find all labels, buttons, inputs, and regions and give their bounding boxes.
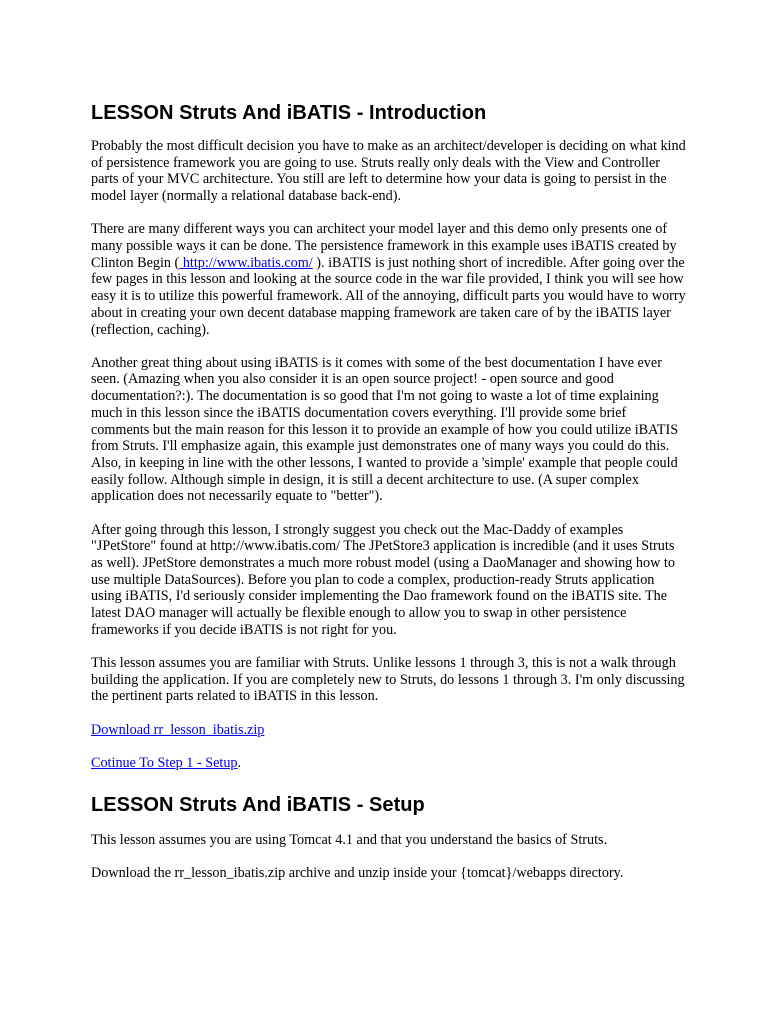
intro-paragraph-2 bbox=[91, 221, 687, 338]
intro-paragraph-2-text-before: There are many different ways you can architect your model layer and this demo only presents one of many possible ways it can be done. The persistence framework in this example uses iBATIS created by Clinton Begin ( bbox=[91, 221, 677, 271]
continue-paragraph bbox=[91, 755, 687, 772]
intro-paragraph-4: After going through this lesson, I strongly suggest you check out the Mac-Daddy of examples "JPetStore" found at http://www.ibatis.com/ The JPetStore3 application is incredible (and it uses Struts as well). JPetStore demonstrates a much more robust model (using a DaoManager and showing how to use multiple DataSources). Before you plan to code a complex, production-ready Struts application using iBATIS, I'd seriously consider implementing the Dao framework found on the iBATIS site. The latest DAO manager will actually be flexible enough to allow you to swap in other persistence frameworks if you decide iBATIS is not right for you. bbox=[91, 521, 675, 638]
continue-period: . bbox=[237, 754, 242, 771]
setup-heading: LESSON Struts And iBATIS - Setup bbox=[91, 793, 425, 816]
setup-paragraph-1: This lesson assumes you are using Tomcat 4.1 and that you understand the basics of Struts. bbox=[91, 831, 608, 848]
continue-to-setup-link[interactable]: Cotinue To Step 1 - Setup bbox=[91, 754, 238, 771]
intro-paragraph-1: Probably the most difficult decision you have to make as an architect/developer is deciding on what kind of persistence framework you are going to use. Struts really only deals with the View and Controller parts of your MVC architecture. You still are left to determine how your data is going to persist in the model layer (normally a relational database back-end). bbox=[91, 138, 686, 205]
intro-paragraph-2-text-after: ). iBATIS is just nothing short of incredible. After going over the few pages in this lesson and looking at the source code in the war file provided, I think you will see how easy it is to utilize this powerful framework. All of the annoying, difficult parts you would have to worry about in creating your own decent database mapping framework are taken care of by the iBATIS layer (reflection, caching). bbox=[91, 254, 686, 338]
download-zip-link[interactable]: Download rr_lesson_ibatis.zip bbox=[91, 721, 265, 738]
download-paragraph bbox=[91, 722, 687, 739]
intro-paragraph-3: Another great thing about using iBATIS is it comes with some of the best documentation I have ever seen. (Amazing when you also consider it is an open source project! - open source and good documentation?:). The documentation is so good that I'm not going to waste a lot of time explaining much in this lesson since the iBATIS documentation covers everything. I'll provide some brief comments but the main reason for this lesson it to provide an example of how you could utilize iBATIS from Struts. I'll emphasize again, this example just demonstrates one of many ways you could do this. Also, in keeping in line with the other lessons, I wanted to provide a 'simple' example that people could easily follow. Although simple in design, it is still a decent architecture to use. (A super complex application does not necessarily equate to "better"). bbox=[91, 354, 679, 505]
intro-heading: LESSON Struts And iBATIS - Introduction bbox=[91, 102, 487, 124]
setup-paragraph-2: Download the rr_lesson_ibatis.zip archive and unzip inside your {tomcat}/webapps directory. bbox=[91, 864, 624, 881]
ibatis-website-link[interactable]: http://www.ibatis.com/ bbox=[179, 254, 313, 271]
intro-paragraph-5: This lesson assumes you are familiar with Struts. Unlike lessons 1 through 3, this is not a walk through building the application. If you are completely new to Struts, do lessons 1 through 3. I'm only discussing the pertinent parts related to iBATIS in this lesson. bbox=[91, 654, 685, 705]
document-page bbox=[91, 100, 687, 898]
